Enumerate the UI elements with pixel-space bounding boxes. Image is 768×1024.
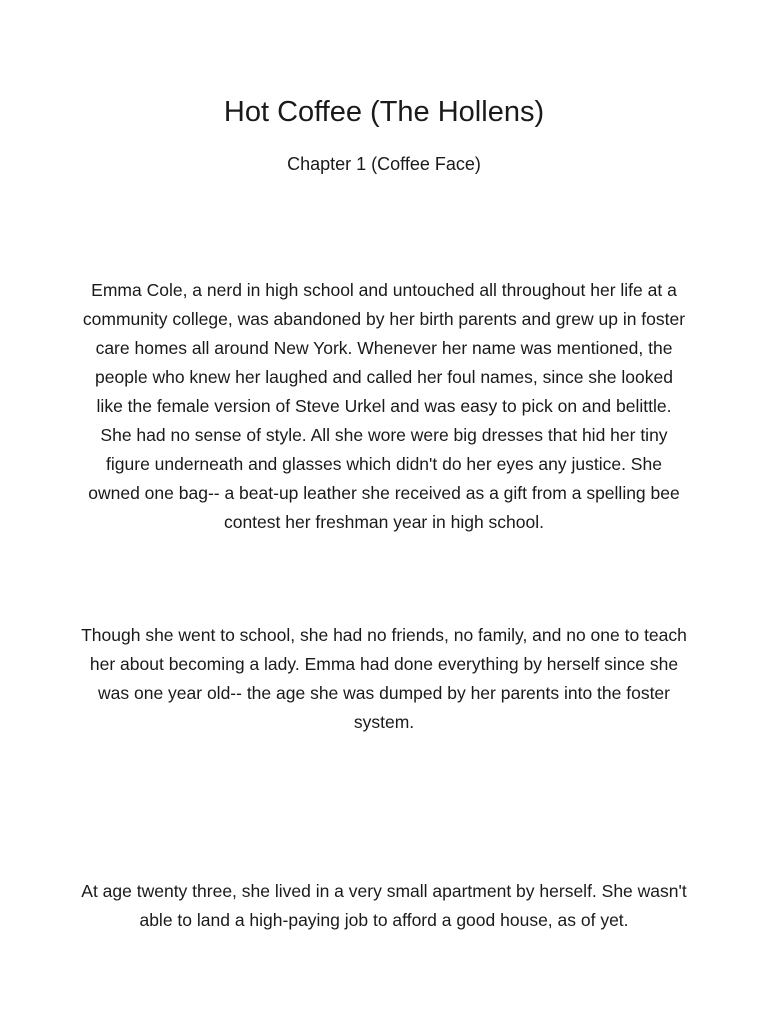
paragraph-3: At age twenty three, she lived in a very small apartment by herself. She wasn't able to land a high-paying job to afford a good house, as of yet. bbox=[81, 881, 687, 930]
chapter-heading: Chapter 1 (Coffee Face) bbox=[287, 154, 481, 174]
document-title: Hot Coffee (The Hollens) bbox=[223, 96, 545, 128]
paragraph-2: Though she went to school, she had no friends, no family, and no one to teach her about becoming a lady. Emma had done everything by herself since she was one year old-- the age she was dumped by her parents into the foster system. bbox=[81, 625, 687, 732]
paragraph-1: Emma Cole, a nerd in high school and untouched all throughout her life at a community college, was abandoned by her birth parents and grew up in foster care homes all around New York. Whenever her name was mentioned, the people who knew her laughed and called her foul names, since she looked like the female version of Steve Urkel and was easy to pick on and belittle. She had no sense of style. All she wore were big dresses that hid her tiny figure underneath and glasses which didn't do her eyes any justice. She owned one bag-- a beat-up leather she received as a gift from a spelling bee contest her freshman year in high school. bbox=[82, 280, 686, 532]
